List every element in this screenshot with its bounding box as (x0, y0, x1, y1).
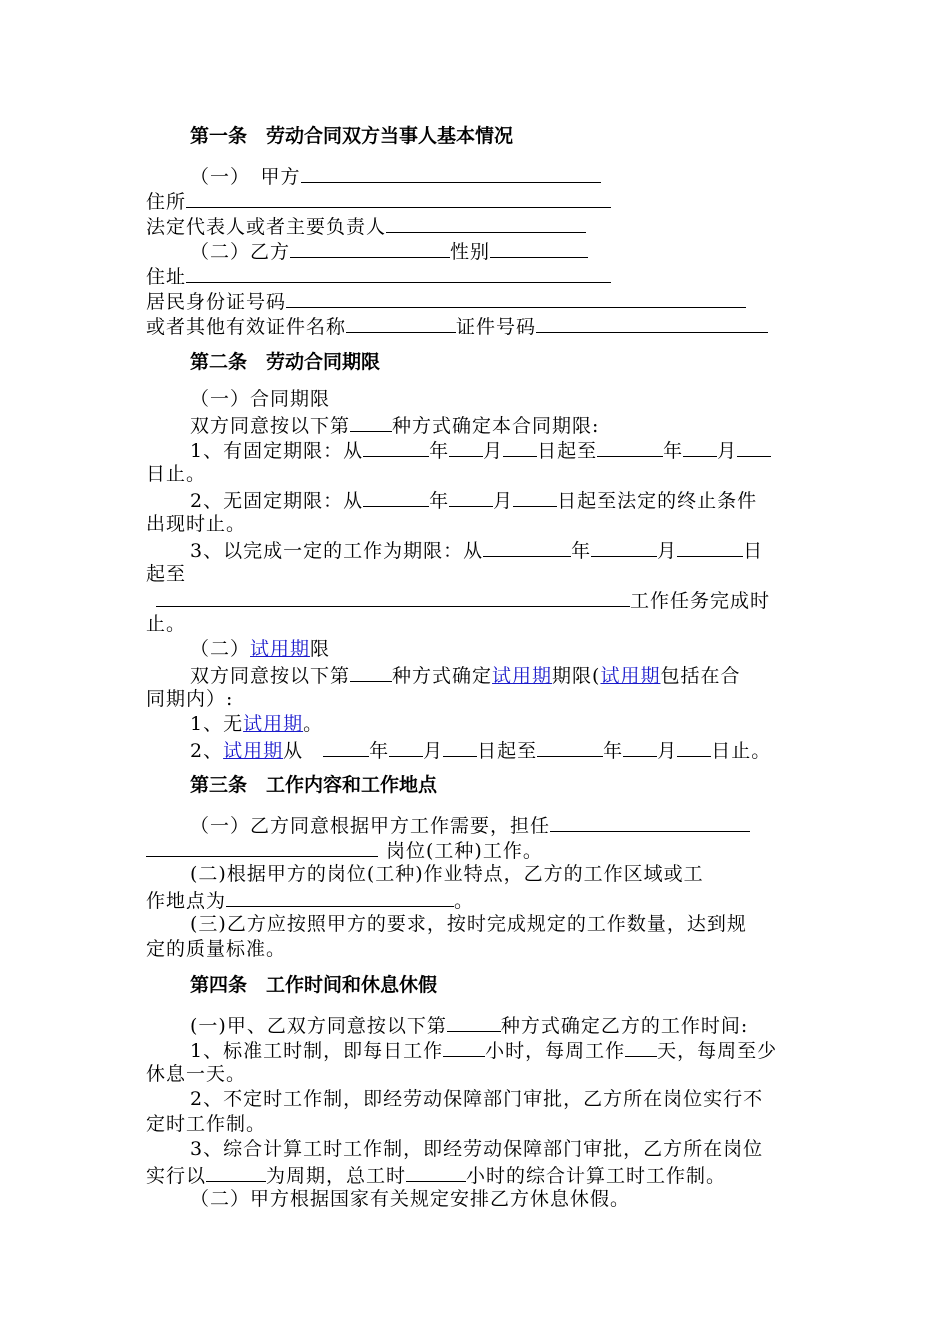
work-location-blank[interactable] (226, 887, 454, 907)
article-1-heading: 第一条 劳动合同双方当事人基本情况 (190, 125, 514, 147)
other-id-label: 或者其他有效证件名称 (146, 316, 347, 338)
id-number-label: 居民身份证号码 (146, 291, 287, 313)
standard-hours-text-end: 天，每周至少 (657, 1040, 778, 1062)
year-label: 年 (663, 440, 684, 462)
standard-hours-label: 1、标准工时制，即每日工作 (190, 1040, 444, 1062)
cycle-blank[interactable] (206, 1162, 266, 1182)
article-3-heading: 第三条 工作内容和工作地点 (190, 774, 438, 796)
no-probation-end: 。 (303, 713, 324, 735)
residence-line (146, 263, 611, 288)
probation-method-text-mid: 种方式确定 (392, 665, 493, 687)
month-label: 月 (657, 540, 678, 562)
open-start-month-blank[interactable] (449, 487, 493, 507)
probation-option-label: 2、 (190, 740, 224, 762)
year-label: 年 (369, 740, 390, 762)
cert-number-blank[interactable] (536, 313, 768, 333)
probation-link[interactable]: 试用期 (250, 638, 311, 660)
month-label: 月 (657, 740, 678, 762)
task-start-year-blank[interactable] (483, 537, 571, 557)
daily-hours-blank[interactable] (443, 1037, 485, 1057)
rest-leave-line: （二）甲方根据国家有关规定安排乙方休息休假。 (190, 1188, 631, 1210)
year-label: 年 (429, 440, 450, 462)
open-term-end: 出现时止。 (146, 513, 247, 535)
probation-end-label: 日止。 (711, 740, 772, 762)
task-term-line (190, 537, 763, 562)
probation-link[interactable]: 试用期 (223, 740, 284, 762)
probation-period-line (190, 737, 771, 762)
work-time-method-text: (一)甲、乙双方同意按以下第 (190, 1015, 447, 1037)
fixed-term-end: 日止。 (146, 463, 207, 485)
residence-label: 住址 (146, 266, 187, 288)
probation-start-month-blank[interactable] (389, 737, 423, 757)
fixed-start-day-blank[interactable] (503, 437, 537, 457)
flexible-hours-end: 定时工作制。 (146, 1113, 267, 1135)
article-4-heading: 第四条 工作时间和休息休假 (190, 974, 438, 996)
id-number-line (146, 288, 746, 313)
work-location-label: 作地点为 (146, 890, 227, 912)
party-b-blank[interactable] (290, 238, 450, 258)
term-method-text-end: 种方式确定本合同期限: (392, 415, 600, 437)
task-completion-line (156, 587, 770, 612)
work-location-end: 。 (454, 890, 475, 912)
work-time-method-line (190, 1012, 748, 1037)
party-b-line (190, 238, 588, 263)
gender-blank[interactable] (490, 238, 588, 258)
probation-end-year-blank[interactable] (537, 737, 603, 757)
probation-end-month-blank[interactable] (623, 737, 657, 757)
probation-link[interactable]: 试用期 (492, 665, 553, 687)
probation-method-text: 双方同意按以下第 (190, 665, 351, 687)
standard-hours-text: 小时，每周工作 (485, 1040, 626, 1062)
work-location-line: (二)根据甲方的岗位(工种)作业特点，乙方的工作区域或工 (190, 863, 704, 885)
day-label: 日 (743, 540, 764, 562)
year-label: 年 (429, 490, 450, 512)
representative-blank[interactable] (386, 213, 586, 233)
comprehensive-hours-end: 小时的综合计算工时工作制。 (466, 1165, 727, 1187)
fixed-start-year-blank[interactable] (363, 437, 429, 457)
address-blank[interactable] (186, 188, 611, 208)
gender-label: 性别 (450, 241, 491, 263)
month-label: 月 (717, 440, 738, 462)
position-blank-2[interactable] (146, 837, 378, 857)
probation-from-label: 从 (283, 740, 304, 762)
probation-end-day-blank[interactable] (677, 737, 711, 757)
year-label: 年 (603, 740, 624, 762)
party-a-label: （一） 甲方 (190, 166, 301, 188)
probation-start-year-blank[interactable] (323, 737, 369, 757)
fixed-term-label: 1、有固定期限：从 (190, 440, 364, 462)
residence-blank[interactable] (186, 263, 611, 283)
probation-method-blank[interactable] (350, 662, 392, 682)
address-line (146, 188, 611, 213)
flexible-hours-line: 2、不定时工作制，即经劳动保障部门审批，乙方所在岗位实行不 (190, 1088, 764, 1110)
work-time-method-blank[interactable] (447, 1012, 501, 1032)
cert-number-label: 证件号码 (456, 316, 537, 338)
representative-label: 法定代表人或者主要负责人 (146, 216, 387, 238)
task-term-label: 3、以完成一定的工作为期限：从 (190, 540, 484, 562)
month-label: 月 (423, 740, 444, 762)
month-label: 月 (493, 490, 514, 512)
position-blank-1[interactable] (550, 812, 750, 832)
party-a-line (190, 163, 601, 188)
task-description-blank[interactable] (156, 587, 630, 607)
day-from-label: 日起至 (477, 740, 538, 762)
open-term-text: 日起至法定的终止条件 (557, 490, 758, 512)
probation-method-end: 同期内）: (146, 688, 234, 710)
comprehensive-hours-line-2 (146, 1162, 726, 1187)
comprehensive-hours-line: 3、综合计算工时工作制，即经劳动保障部门审批，乙方所在岗位 (190, 1138, 764, 1160)
probation-link[interactable]: 试用期 (243, 713, 304, 735)
party-a-blank[interactable] (301, 163, 601, 183)
quality-line-2: 定的质量标准。 (146, 938, 287, 960)
probation-method-line (190, 662, 741, 687)
term-method-blank[interactable] (350, 412, 392, 432)
address-label: 住所 (146, 191, 187, 213)
fixed-end-month-blank[interactable] (683, 437, 717, 457)
quality-line: (三)乙方应按照甲方的要求，按时完成规定的工作数量，达到规 (190, 913, 747, 935)
day-from-label: 日起至 (537, 440, 598, 462)
party-b-label: （二）乙方 (190, 241, 291, 263)
open-start-day-blank[interactable] (513, 487, 557, 507)
fixed-end-day-blank[interactable] (737, 437, 771, 457)
probation-method-text-end: 包括在合 (660, 665, 741, 687)
open-start-year-blank[interactable] (363, 487, 429, 507)
comprehensive-period-label: 实行以 (146, 1165, 207, 1187)
year-label: 年 (571, 540, 592, 562)
representative-line (146, 213, 586, 238)
id-number-blank[interactable] (286, 288, 746, 308)
task-completion-text: 工作任务完成时 (630, 590, 771, 612)
comprehensive-total-label: 为周期，总工时 (266, 1165, 407, 1187)
term-method-line (190, 412, 599, 437)
weekly-days-blank[interactable] (625, 1037, 657, 1057)
position-line-2 (146, 837, 543, 862)
month-label: 月 (483, 440, 504, 462)
fixed-term-line (190, 437, 771, 462)
no-probation-label: 1、无 (190, 713, 244, 735)
fixed-start-month-blank[interactable] (449, 437, 483, 457)
position-text-end: 岗位(工种)工作。 (386, 840, 543, 862)
probation-link[interactable]: 试用期 (600, 665, 661, 687)
probation-method-text-mid2: 期限( (552, 665, 601, 687)
other-id-blank[interactable] (346, 313, 456, 333)
probation-heading (190, 637, 330, 662)
standard-hours-end: 休息一天。 (146, 1063, 247, 1085)
work-location-line-2 (146, 887, 474, 912)
fixed-end-year-blank[interactable] (597, 437, 663, 457)
no-probation-line (190, 712, 323, 737)
work-time-method-text-end: 种方式确定乙方的工作时间: (500, 1015, 749, 1037)
probation-start-day-blank[interactable] (443, 737, 477, 757)
task-start-day-blank[interactable] (677, 537, 743, 557)
other-id-line (146, 313, 768, 338)
probation-prefix: （二） (190, 638, 251, 660)
open-term-label: 2、无固定期限：从 (190, 490, 364, 512)
open-term-line (190, 487, 757, 512)
probation-suffix: 限 (310, 638, 331, 660)
term-method-text: 双方同意按以下第 (190, 415, 351, 437)
standard-hours-line (190, 1037, 777, 1062)
position-text: （一）乙方同意根据甲方工作需要，担任 (190, 815, 551, 837)
task-term-until: 起至 (146, 563, 187, 585)
task-start-month-blank[interactable] (591, 537, 657, 557)
article-2-heading: 第二条 劳动合同期限 (190, 351, 381, 373)
task-term-end: 止。 (146, 613, 187, 635)
total-hours-blank[interactable] (406, 1162, 466, 1182)
contract-term-label: （一）合同期限 (190, 388, 331, 410)
position-line (190, 812, 750, 837)
